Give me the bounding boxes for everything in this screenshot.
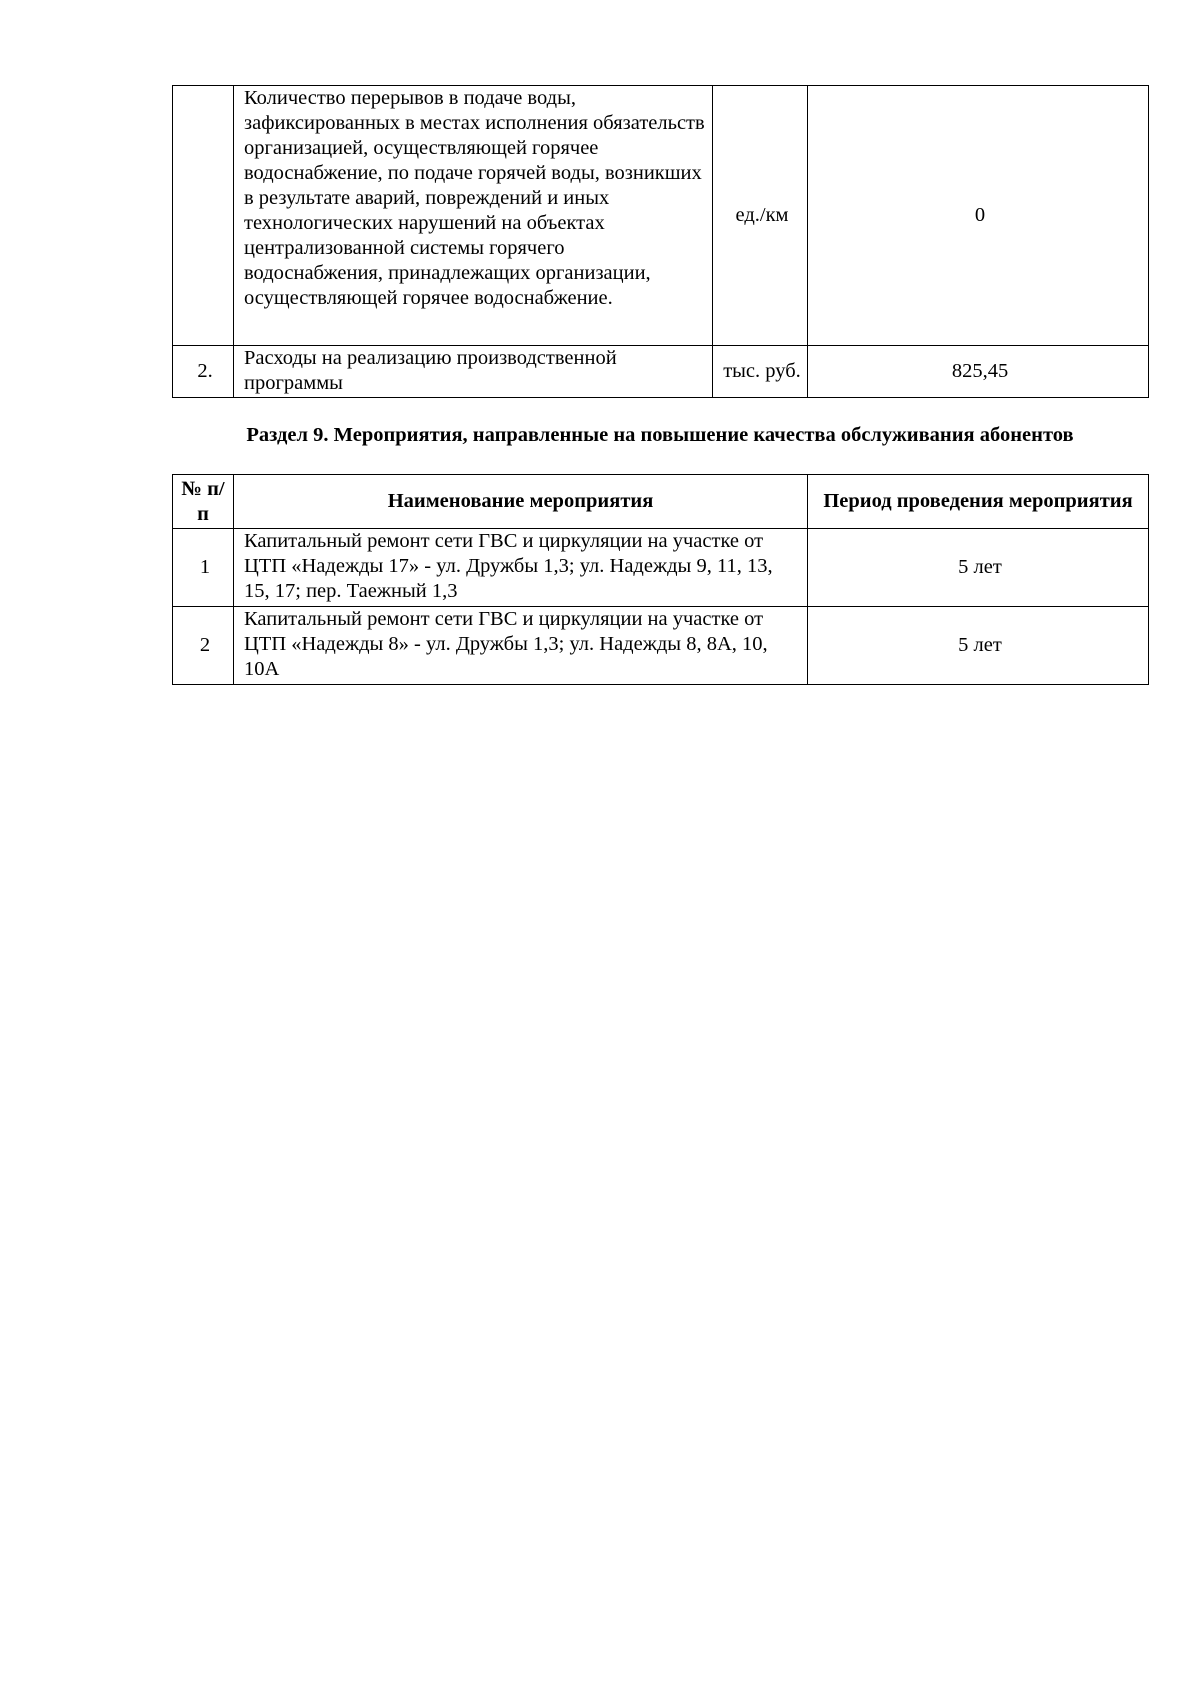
measure-name-cell: Капитальный ремонт сети ГВС и циркуляции на участке от ЦТП «Надежды 17» - ул. Дружбы 1,3; ул. Надежды 9, 11, 13, 15, 17; пер. Таежный 1,3 xyxy=(234,529,808,607)
section-heading: Раздел 9. Мероприятия, направленные на повышение качества обслуживания абонентов xyxy=(246,424,1074,446)
row-number-cell: 2. xyxy=(173,346,234,398)
column-header-period: Период проведения мероприятия xyxy=(808,475,1149,529)
indicator-name-cell: Количество перерывов в подаче воды, зафиксированных в местах исполнения обязательств организацией, осуществляющей горячее водоснабжение, по подаче горячей воды, возникших в результате аварий, повреждений и иных технологических нарушений на объектах централизованной системы горячего водоснабжения, принадлежащих организации, осуществляющей горячее водоснабжение. xyxy=(234,86,713,346)
measures-table xyxy=(172,474,1149,685)
table-row xyxy=(173,529,1149,607)
table-row xyxy=(173,86,1149,346)
measure-name-cell: Капитальный ремонт сети ГВС и циркуляции на участке от ЦТП «Надежды 8» - ул. Дружбы 1,3; ул. Надежды 8, 8А, 10, 10А xyxy=(234,607,808,685)
value-cell: 0 xyxy=(808,86,1149,346)
period-cell: 5 лет xyxy=(808,529,1149,607)
unit-cell: ед./км xyxy=(713,86,808,346)
indicator-name-cell: Расходы на реализацию производственной программы xyxy=(234,346,713,398)
period-cell: 5 лет xyxy=(808,607,1149,685)
column-header-name: Наименование мероприятия xyxy=(234,475,808,529)
value-cell: 825,45 xyxy=(808,346,1149,398)
row-number-cell: 1 xyxy=(173,529,234,607)
indicators-table xyxy=(172,85,1149,398)
table-row xyxy=(173,607,1149,685)
column-header-number: № п/п xyxy=(173,475,234,529)
unit-cell: тыс. руб. xyxy=(713,346,808,398)
row-number-cell xyxy=(173,86,234,346)
table-header-row xyxy=(173,475,1149,529)
table-row xyxy=(173,346,1149,398)
row-number-cell: 2 xyxy=(173,607,234,685)
